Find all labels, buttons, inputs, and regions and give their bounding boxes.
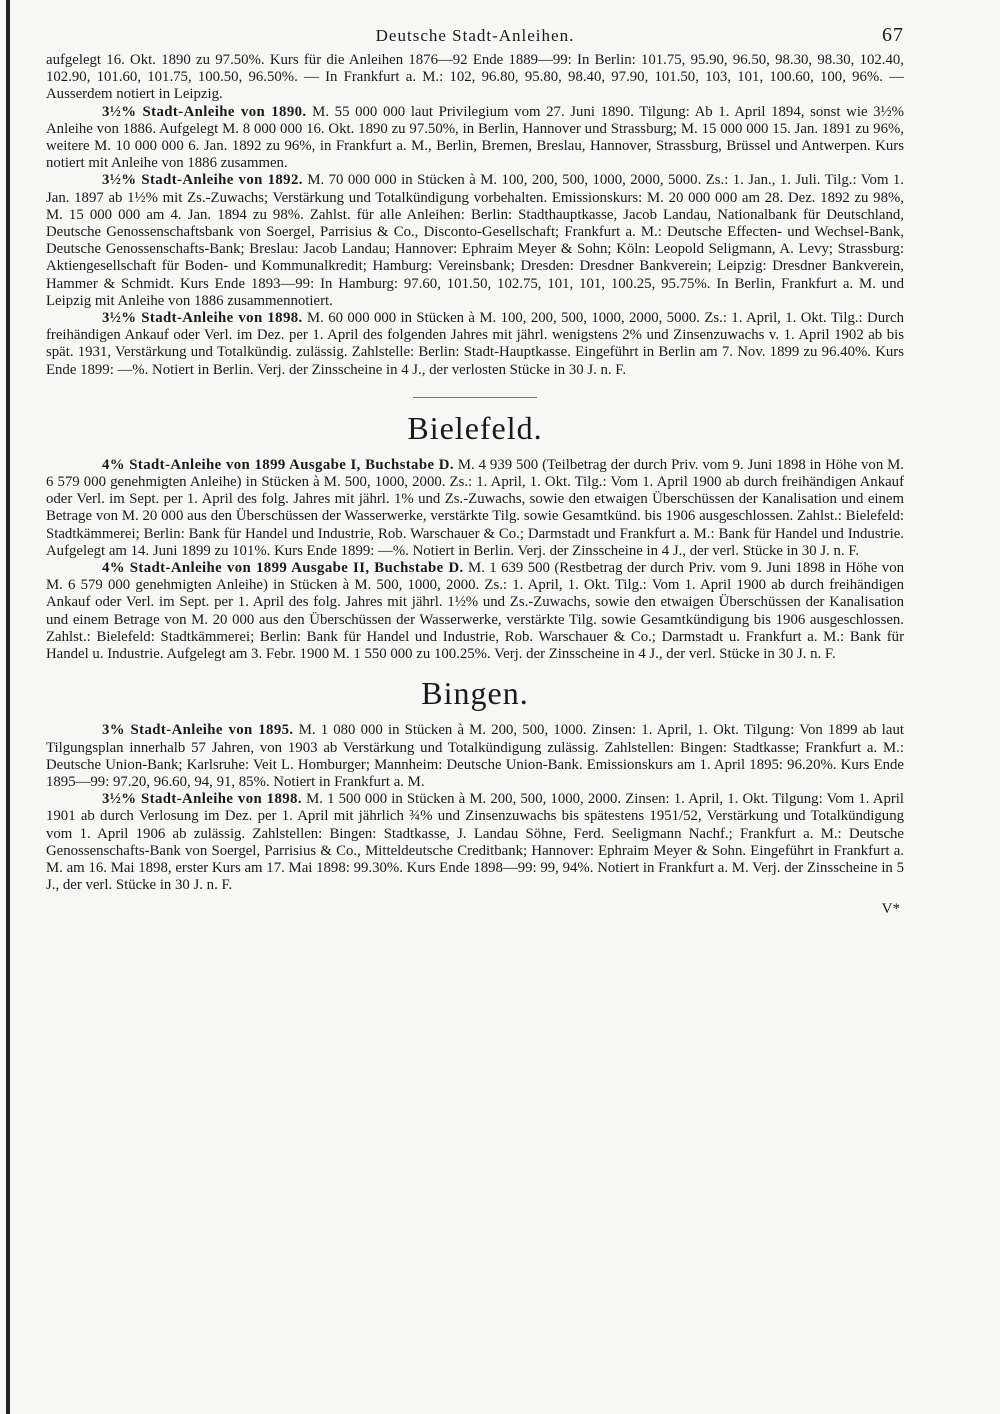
running-head-title: Deutsche Stadt-Anleihen. (375, 26, 575, 45)
loan-body: M. 1 639 500 (Restbetrag der durch Priv. vom 9. Juni 1898 in Höhe von M. 6 579 000 genehmigten Anleihe) in Stücken à M. 500, 1000, 2000. Zs.: 1. April, 1. Okt. Tilg.: Vom 1. April 1900 ab durch freihändigen Ankauf oder Verl. im Sept. per 1. April des folg. Jahres mit jährl. 1½% und Zs.-Zuwachs, sowie den etwaigen Überschüssen der Kanalisation und einem Betrage von M. 20 000 aus den Überschüssen der Wasserwerke, verstärkte Tilg. sowie Gesamtkündigung bis 1906 ausgeschlossen. Zahlst.: Bielefeld: Stadtkämmerei; Berlin: Bank für Handel und Industrie, Rob. Warschauer & Co.; Darmstadt u. Frankfurt a. M.: Bank für Handel u. Industrie. Aufgelegt am 3. Febr. 1900 M. 1 550 000 zu 100.25%. Verj. der Zinsscheine in 4 J., der verl. Stücke in 30 J. n. F. (46, 560, 904, 663)
loan-heading: 4% Stadt-Anleihe von 1899 Ausgabe II, Buchstabe D. (102, 560, 464, 577)
loan-entry-bingen-1895 (46, 722, 904, 791)
loan-entry-1890 (46, 104, 904, 173)
page-edge-rule (6, 0, 10, 1414)
signature-mark: V* (881, 901, 900, 918)
loan-body: M. 1 080 000 in Stücken à M. 200, 500, 1000. Zinsen: 1. April, 1. Okt. Tilgung: Von 1899 ab laut Tilgungsplan innerhalb 57 Jahren, von 1903 ab Verstärkung und Totalkündigung zulässig. Zahlstellen: Bingen: Stadtkasse; Frankfurt a. M.: Deutsche Union-Bank; Karlsruhe: Veit L. Homburger; Mannheim: Deutsche Union-Bank. Emissionskurs am 1. April 1895: 96.20%. Kurs Ende 1895—99: 97.20, 96.60, 94, 91, 85%. Notiert in Frankfurt a. M. (46, 722, 904, 790)
loan-entry-bielefeld-2 (46, 560, 904, 663)
loan-body: M. 4 939 500 (Teilbetrag der durch Priv. vom 9. Juni 1898 in Höhe von M. 6 579 000 genehmigten Anleihe) in Stücken à M. 500, 1000, 2000. Zs.: 1. April, 1. Okt. Tilg.: Vom 1. April 1900 ab durch freihändigen Ankauf oder Verl. im Sept. per 1. April des folg. Jahres mit jährl. 1% und Zs.-Zuwachs, sowie den etwaigen Überschüssen der Kanalisation und einem Betrage von M. 20 000 aus den Überschüssen der Wasserwerke, verstärkte Tilg. sowie Gesamtkünd. bis 1906 ausgeschlossen. Zahlst.: Bielefeld: Stadtkämmerei; Berlin: Bank für Handel und Industrie, Rob. Warschauer & Co.; Darmstadt und Frankfurt a. M.: Bank für Handel und Industrie. Aufgelegt am 14. Juni 1899 zu 101%. Kurs Ende 1899: —%. Notiert in Berlin. Verj. der Zinsscheine in 4 J., der verl. Stücke in 30 J. n. F. (46, 456, 904, 559)
loan-body: M. 1 500 000 in Stücken à M. 200, 500, 1000, 2000. Zinsen: 1. April, 1. Okt. Tilgung: Vom 1. April 1901 ab durch Verlosung im Dez. per 1. April mit jährlich ¾% und Zinsenzuwachs bis spätestens 1951/52, Verstärkung und Totalkündigung vom 1. April 1906 ab zulässig. Zahlstellen: Bingen: Stadtkasse, J. Landau Söhne, Ferd. Seeligmann Nachf.; Frankfurt a. M.: Deutsche Genossenschafts-Bank von Soergel, Parrisius & Co., Mitteldeutsche Creditbank; Hannover: Ephraim Meyer & Sohn. Eingeführt in Frankfurt a. M. am 16. Mai 1898, erster Kurs am 17. Mai 1898: 99.30%. Kurs Ende 1898—99: 99, 94%. Notiert in Frankfurt a. M. Verj. der Zinsscheine in 5 J., der verl. Stücke in 30 J. n. F. (46, 791, 904, 894)
loan-entry-bielefeld-1 (46, 457, 904, 560)
loan-heading: 3½% Stadt-Anleihe von 1898. (102, 310, 303, 327)
loan-heading: 3½% Stadt-Anleihe von 1892. (102, 172, 303, 189)
loan-heading: 3% Stadt-Anleihe von 1895. (102, 722, 294, 739)
loan-entry-1898 (46, 310, 904, 379)
loan-heading: 4% Stadt-Anleihe von 1899 Ausgabe I, Buchstabe D. (102, 456, 454, 473)
document-page (46, 22, 905, 918)
loan-entry-bingen-1898 (46, 791, 904, 894)
continued-paragraph: aufgelegt 16. Okt. 1890 zu 97.50%. Kurs für die Anleihen 1876—92 Ende 1889—99: In Berlin: 101.75, 95.90, 96.50, 98.30, 98.30, 102.40, 102.90, 101.60, 101.75, 100.50, 96.50%. — In Frankfurt a. M.: 102, 96.80, 95.80, 98.40, 97.90, 101.50, 103, 101, 100.60, 100, 96%. — Ausserdem notiert in Leipzig. (46, 52, 904, 103)
page-number: 67 (882, 24, 904, 46)
section-divider (413, 397, 537, 398)
city-heading-bielefeld: Bielefeld. (407, 409, 543, 446)
running-head (46, 22, 904, 52)
spacer (46, 663, 904, 673)
loan-heading: 3½% Stadt-Anleihe von 1890. (102, 103, 307, 120)
loan-body: M. 60 000 000 in Stücken à M. 100, 200, 500, 1000, 2000, 5000. Zs.: 1. April, 1. Okt. Tilg.: Durch freihändigen Ankauf oder Verl. im Dez. per 1. April des folgenden Jahres mit jährl. wenigstens 2% und Zinsenzuwachs v. 1. April 1902 ab bis spät. 1931, Verstärkung und Totalkündig. zulässig. Zahlstelle: Berlin: Stadt-Hauptkasse. Eingeführt in Berlin am 7. Nov. 1899 zu 96.40%. Kurs Ende 1899: —%. Notiert in Berlin. Verj. der Zinsscheine in 4 J., der verlosten Stücke in 30 J. n. F. (46, 310, 904, 378)
loan-entry-1892 (46, 172, 904, 310)
loan-heading: 3½% Stadt-Anleihe von 1898. (102, 791, 302, 808)
city-heading-bingen: Bingen. (421, 675, 529, 712)
loan-body: M. 55 000 000 laut Privilegium vom 27. Juni 1890. Tilgung: Ab 1. April 1894, sonst wie 3½% Anleihe von 1886. Aufgelegt M. 8 000 000 16. Okt. 1890 zu 97.50%, in Berlin, Hannover und Strassburg; M. 15 000 000 15. Jan. 1891 zu 96%, weitere M. 10 000 000 6. Jan. 1892 zu 96%, in Frankfurt a. M., Berlin, Bremen, Breslau, Hannover, Strassburg, Brüssel und Antwerpen. Kurs notiert mit Anleihe von 1886 zusammen. (46, 103, 904, 172)
loan-body: M. 70 000 000 in Stücken à M. 100, 200, 500, 1000, 2000, 5000. Zs.: 1. Jan., 1. Juli. Tilg.: Vom 1. Jan. 1897 ab 1½% mit Zs.-Zuwachs; Verstärkung und Totalkündigung vorbehalten. Emissionskurs: M. 20 000 000 am 28. Dez. 1892 zu 98%, M. 15 000 000 am 4. Jan. 1894 zu 98%. Zahlst. für alle Anleihen: Berlin: Stadthauptkasse, Jacob Landau, Nationalbank für Deutschland, Deutsche Genossenschaftsbank von Soergel, Parrisius & Co., Disconto-Gesellschaft; Frankfurt a. M.: Deutsche Effecten- und Wechsel-Bank, Deutsche Genossenschafts-Bank; Breslau: Jacob Landau; Hannover: Ephraim Meyer & Sohn; Köln: Leopold Seligmann, A. Levy; Strassburg: Aktiengesellschaft für Boden- und Kommunalkredit; Hamburg: Vereinsbank; Dresden: Dresdner Bankverein; Leipzig: Dresdner Bankverein, Hammer & Schmidt. Kurs Ende 1893—99: In Hamburg: 97.60, 101.50, 102.75, 101, 101, 100.25, 95.75%. In Berlin, Frankfurt a. M. und Leipzig mit Anleihe von 1886 zusammennotiert. (46, 172, 905, 309)
